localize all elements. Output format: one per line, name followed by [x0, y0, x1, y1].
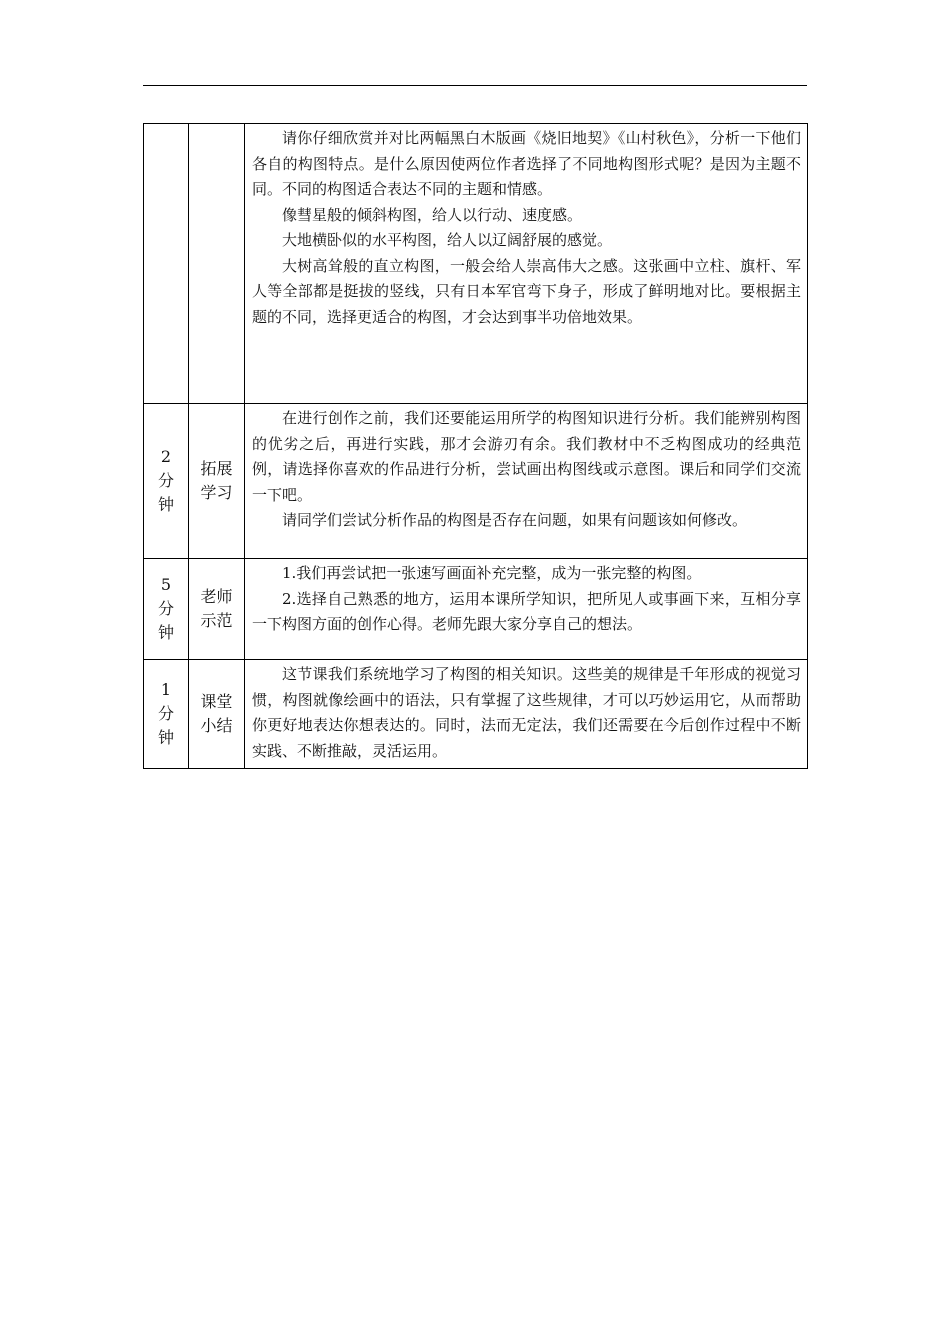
content-paragraph: 2.选择自己熟悉的地方，运用本课所学知识，把所见人或事画下来，互相分享一下构图方面的创作心得。老师先跟大家分享自己的想法。 — [252, 589, 801, 633]
stage-line-2: 学习 — [200, 483, 233, 502]
content-paragraph: 在进行创作之前，我们还要能运用所学的构图知识进行分析。我们能辨别构图的优劣之后，再进行实践，那才会游刃有余。我们教材中不乏构图成功的经典范例，请选择你喜欢的作品进行分析，尝试画出构图线或示意图。课后和同学们交流一下吧。 — [252, 409, 801, 504]
content-cell — [245, 559, 808, 660]
content-cell — [245, 124, 808, 404]
content-cell — [245, 404, 808, 559]
stage-line-1: 课堂 — [200, 692, 233, 711]
content-paragraph: 1.我们再尝试把一张速写画面补充完整，成为一张完整的构图。 — [282, 564, 702, 582]
content-paragraph: 像彗星般的倾斜构图，给人以行动、速度感。 — [282, 205, 583, 224]
time-unit-2: 钟 — [157, 623, 174, 642]
content-paragraph: 请你仔细欣赏并对比两幅黑白木版画《烧旧地契》《山村秋色》，分析一下他们各自的构图特点。是什么原因使两位作者选择了不同地构图形式呢？是因为主题不同。不同的构图适合表达不同的主题和情感。 — [252, 129, 801, 198]
time-unit-2: 钟 — [157, 728, 174, 747]
stage-cell — [189, 404, 245, 559]
content-paragraph: 这节课我们系统地学习了构图的相关知识。这些美的规律是千年形成的视觉习惯，构图就像绘画中的语法，只有掌握了这些规律，才可以巧妙运用它，从而帮助你更好地表达你想表达的。同时，法而无定法，我们还需要在今后创作过程中不断实践、不断推敲，灵活运用。 — [252, 665, 801, 760]
header-rule — [143, 85, 807, 86]
table-row — [144, 404, 808, 559]
content-paragraph: 请同学们尝试分析作品的构图是否存在问题，如果有问题该如何修改。 — [282, 511, 748, 529]
table-row — [144, 559, 808, 660]
time-digit: 5 — [160, 575, 172, 594]
stage-cell — [189, 660, 245, 769]
content-paragraph: 大地横卧似的水平构图，给人以辽阔舒展的感觉。 — [282, 231, 613, 249]
time-unit-1: 分 — [157, 704, 174, 723]
time-cell — [144, 404, 189, 559]
stage-cell — [189, 559, 245, 660]
lesson-plan-table — [143, 123, 808, 769]
table-row — [144, 660, 808, 769]
time-cell — [144, 124, 189, 404]
time-digit: 2 — [160, 447, 172, 466]
stage-line-2: 小结 — [200, 716, 233, 735]
time-digit: 1 — [160, 680, 172, 699]
stage-line-2: 示范 — [200, 611, 233, 630]
stage-line-1: 拓展 — [200, 459, 233, 478]
table-row — [144, 124, 808, 404]
time-cell — [144, 660, 189, 769]
time-unit-1: 分 — [157, 471, 174, 490]
stage-cell — [189, 124, 245, 404]
time-unit-2: 钟 — [157, 495, 174, 514]
time-unit-1: 分 — [157, 599, 174, 618]
content-paragraph: 大树高耸般的直立构图，一般会给人崇高伟大之感。这张画中立柱、旗杆、军人等全部都是挺拔的竖线，只有日本军官弯下身子，形成了鲜明地对比。要根据主题的不同，选择更适合的构图，才会达到事半功倍地效果。 — [252, 256, 801, 326]
time-cell — [144, 559, 189, 660]
content-cell — [245, 660, 808, 769]
stage-line-1: 老师 — [200, 587, 233, 606]
